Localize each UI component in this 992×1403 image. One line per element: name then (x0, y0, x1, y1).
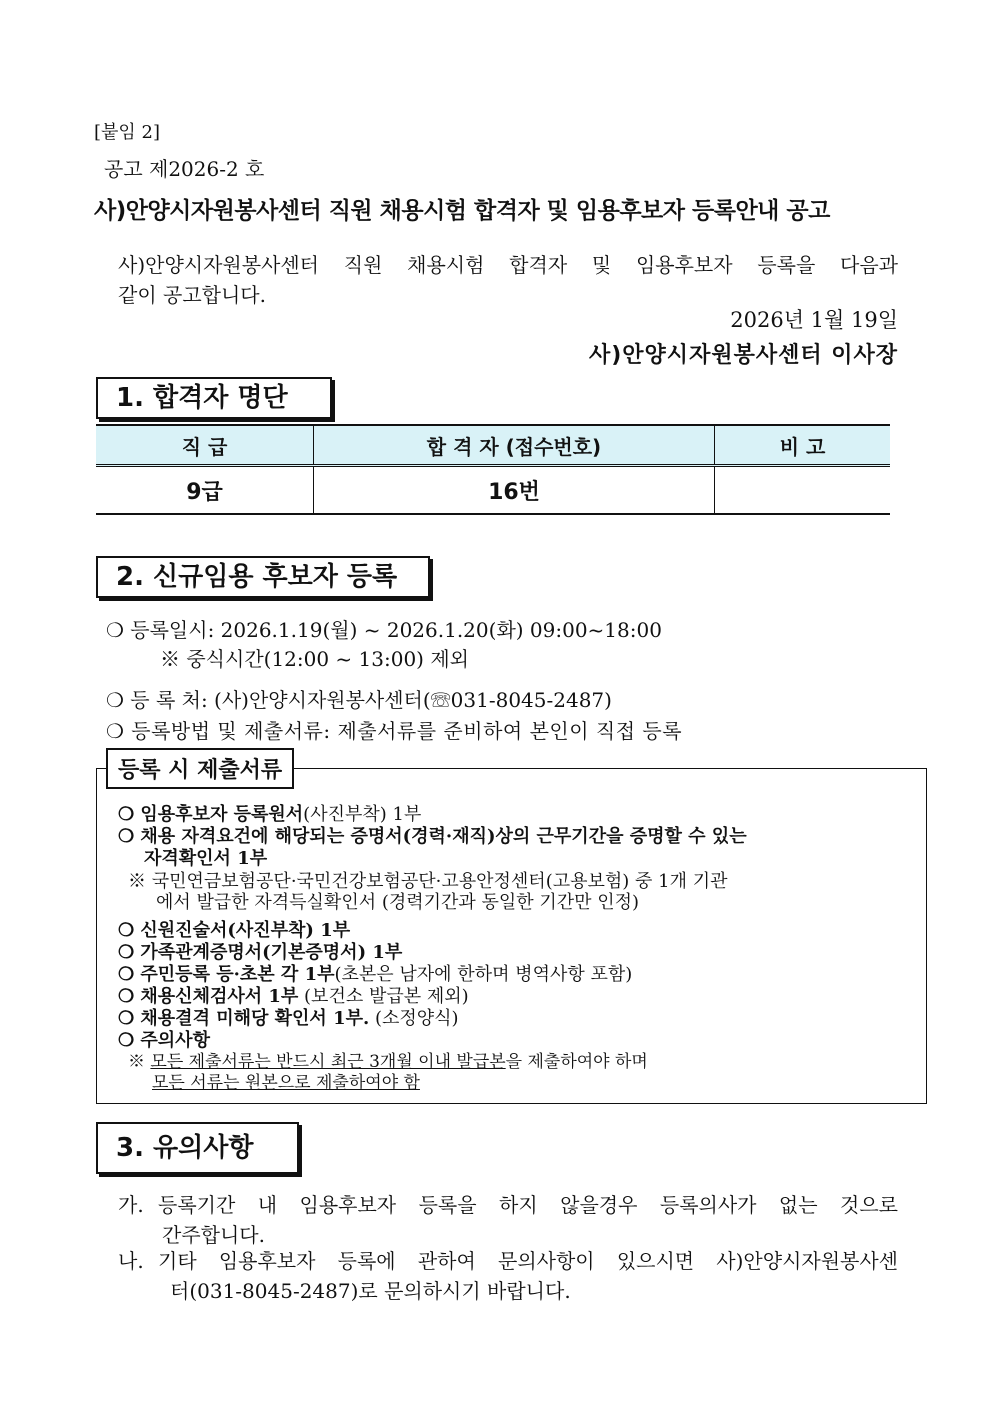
doc-item-family-certificate: ❍ 가족관계증명서(기본증명서) 1부 (118, 942, 403, 963)
section-3-heading: 3. 유의사항 (96, 1122, 299, 1174)
doc-caution-note-2: 모든 서류는 원본으로 제출하여야 함 (152, 1073, 420, 1093)
attachment-label: [붙임 2] (94, 122, 160, 143)
cell-passer: 16번 (314, 466, 715, 515)
caution-item-2: 나. 기타 임용후보자 등록에 관하여 문의사항이 있으시면 사)안양시자원봉사센 터(031-8045-2487)로 문의하시기 바랍니다. (118, 1249, 898, 1303)
intro-line-2: 같이 공고합니다. (118, 283, 266, 307)
doc-item-qualification-cont: 자격확인서 1부 (144, 848, 268, 869)
intro-paragraph (118, 250, 898, 310)
notice-number: 공고 제2026-2 호 (104, 157, 265, 181)
notice-date: 2026년 1월 19일 (730, 308, 898, 332)
doc-caution-note-1: ※ 모든 제출서류는 반드시 최근 3개월 이내 발급본을 제출하여야 하며 (128, 1052, 648, 1072)
registration-place: ❍ 등 록 처: (사)안양시자원봉사센터(☏031-8045-2487) (106, 688, 612, 712)
table-row (96, 466, 890, 515)
doc-note-agencies: ※ 국민연금보험공단·국민건강보험공단·고용안정센터(고용보험) 중 1개 기관 (128, 871, 728, 892)
table-header-row (96, 425, 890, 466)
intro-line-1: 사)안양시자원봉사센터 직원 채용시험 합격자 및 임용후보자 등록을 다음과 (118, 253, 898, 277)
doc-item-personal-statement: ❍ 신원진술서(사진부착) 1부 (118, 920, 351, 941)
doc-item-qualification: ❍ 채용 자격요건에 해당되는 증명서(경력·재직)상의 근무기간을 증명할 수 있는 (118, 826, 747, 847)
passers-table (96, 424, 890, 515)
header-rank: 직 급 (96, 425, 314, 466)
doc-item-caution: ❍ 주의사항 (118, 1030, 210, 1051)
doc-item-medical-exam: ❍ 채용신체검사서 1부 (보건소 발급본 제외) (118, 986, 469, 1007)
header-remark: 비 고 (715, 425, 891, 466)
caution-item-1: 가. 등록기간 내 임용후보자 등록을 하지 않을경우 등록의사가 없는 것으로 간주합니다. (118, 1193, 898, 1247)
cell-remark (715, 466, 891, 515)
registration-method: ❍ 등록방법 및 제출서류: 제출서류를 준비하여 본인이 직접 등록 (106, 719, 683, 743)
registration-date: ❍ 등록일시: 2026.1.19(월) ~ 2026.1.20(화) 09:00~18:00 (106, 618, 662, 642)
doc-item-application: ❍ 임용후보자 등록원서(사진부착) 1부 (118, 804, 422, 825)
cell-rank: 9급 (96, 466, 314, 515)
signer: 사)안양시자원봉사센터 이사장 (589, 343, 898, 368)
doc-note-agencies-cont: 에서 발급한 자격득실확인서 (경력기간과 동일한 기간만 인정) (156, 892, 640, 913)
required-documents-title: 등록 시 제출서류 (106, 748, 294, 789)
section-1-heading: 1. 합격자 명단 (96, 377, 332, 419)
header-passer: 합 격 자 (접수번호) (314, 425, 715, 466)
doc-item-resident-registration: ❍ 주민등록 등·초본 각 1부(초본은 남자에 한하며 병역사항 포함) (118, 964, 633, 985)
section-2-heading: 2. 신규임용 후보자 등록 (96, 556, 430, 598)
document-title: 사)안양시자원봉사센터 직원 채용시험 합격자 및 임용후보자 등록안내 공고 (94, 198, 830, 224)
registration-lunch-note: ※ 중식시간(12:00 ~ 13:00) 제외 (160, 647, 469, 671)
doc-item-disqualification-check: ❍ 채용결격 미해당 확인서 1부. (소정양식) (118, 1008, 459, 1029)
